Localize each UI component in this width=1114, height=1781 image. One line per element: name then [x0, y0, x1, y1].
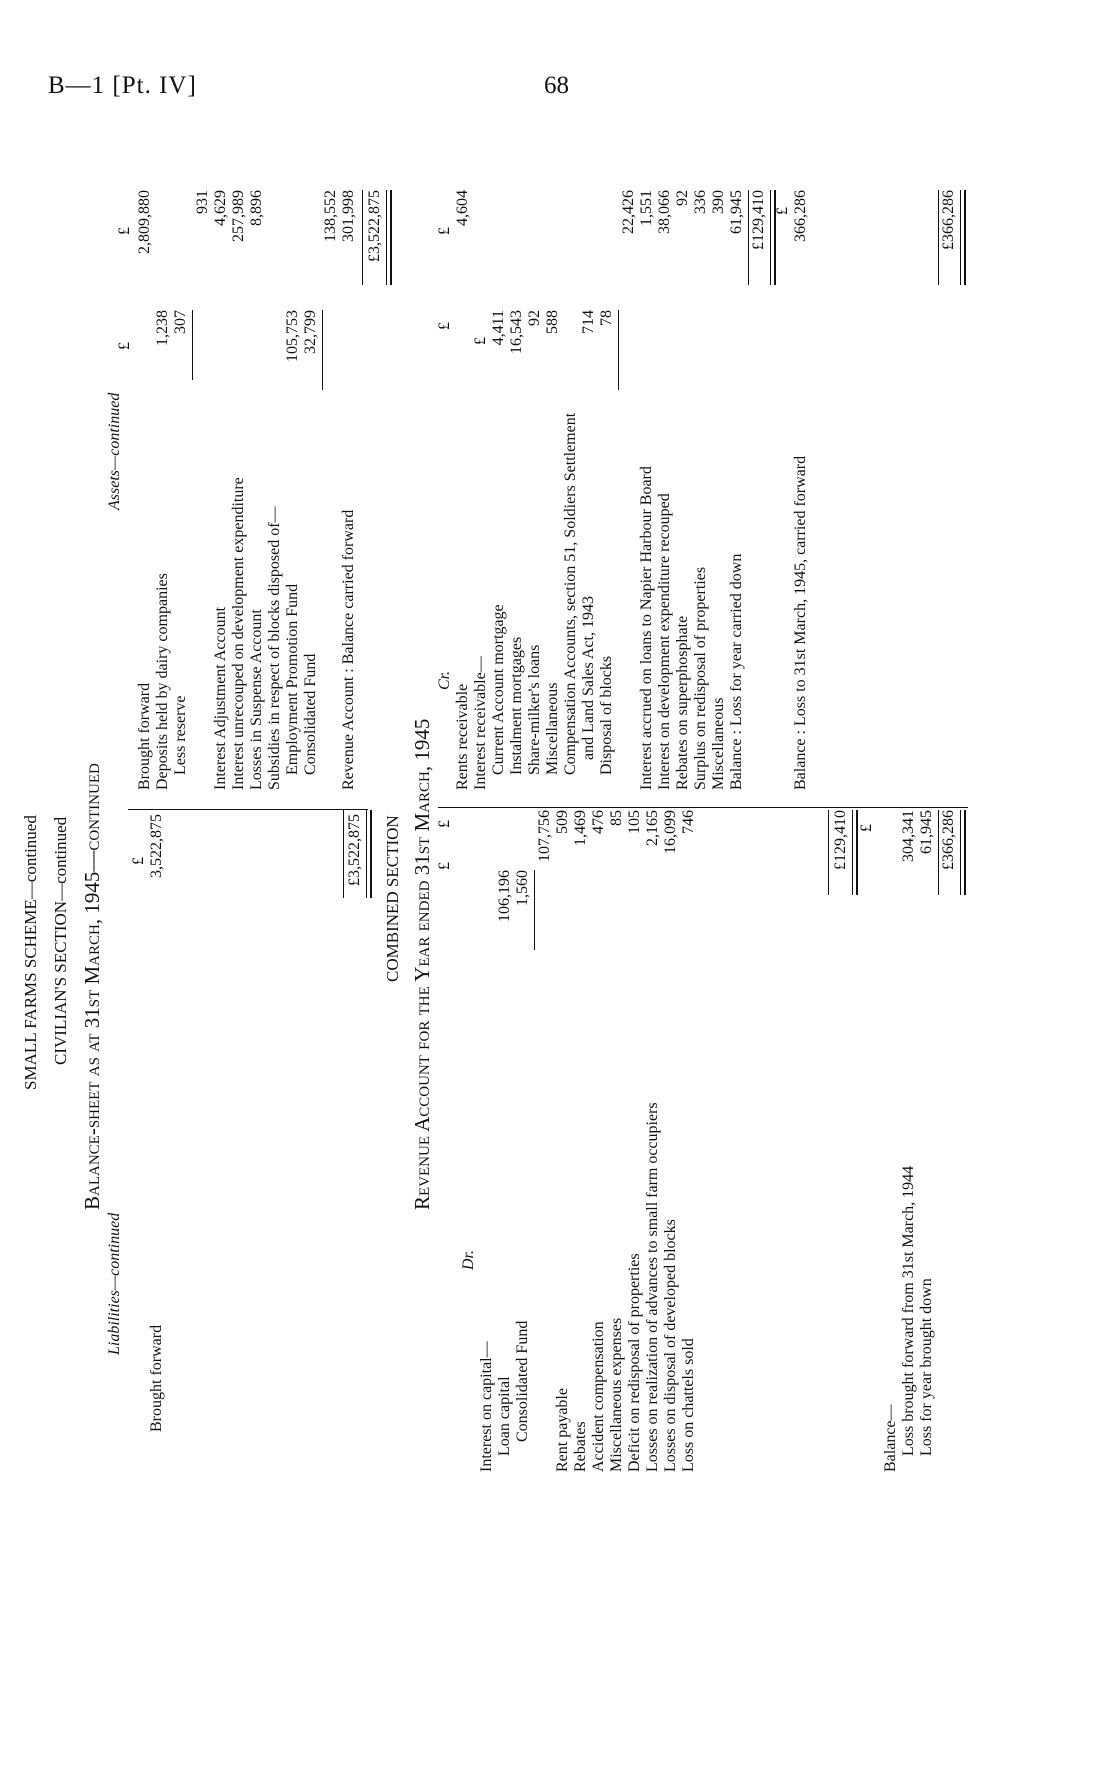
- balance-sheet-title: Balance-sheet as at 31st March, 1945—continued: [80, 763, 104, 1210]
- superphosphate-label: Rebates on superphosphate: [674, 615, 691, 790]
- interest-on-capital-label: Interest on capital—: [478, 1341, 495, 1472]
- cr-total-rule: [748, 190, 749, 285]
- liabilities-double-rule: [366, 810, 372, 898]
- surplus-redisposal-value: 336: [692, 190, 709, 214]
- assets-double-rule: [386, 190, 392, 285]
- loan-capital-value: 106,196: [496, 870, 513, 922]
- balance-label: Balance—: [882, 1404, 899, 1472]
- assets-total-rule: [362, 190, 363, 285]
- suspense-value: 8,896: [248, 190, 265, 226]
- disposal-blocks-label: Disposal of blocks: [598, 655, 615, 775]
- scheme-title: SMALL FARMS SCHEME—continued: [21, 815, 40, 1090]
- deposits-net-value: 931: [194, 190, 211, 214]
- surplus-redisposal-label: Surplus on redisposal of properties: [692, 566, 709, 790]
- compensation-value: 714: [580, 310, 597, 334]
- less-reserve-value: 307: [172, 310, 189, 334]
- dr-consolidated-value: 1,560: [514, 870, 531, 906]
- accident-compensation-value: 476: [590, 810, 607, 834]
- balance-sheet-divider: [128, 809, 368, 810]
- misc-expenses-label: Miscellaneous expenses: [608, 1317, 625, 1472]
- cr-currency-3: £: [774, 207, 791, 215]
- cr-misc-label: Miscellaneous: [544, 682, 561, 775]
- deficit-redisposal-value: 105: [626, 810, 643, 834]
- loss-year-value: 61,945: [918, 810, 935, 854]
- instalment-mortgages-label: Instalment mortgages: [508, 636, 525, 775]
- dr-rebates-label: Rebates: [572, 1421, 589, 1472]
- dr-currency-2: £: [436, 820, 453, 828]
- interest-capital-rule: [534, 870, 535, 950]
- interest-receivable-total: 22,426: [620, 190, 637, 234]
- interest-unrecouped-value: 257,989: [230, 190, 247, 242]
- balance-loss-label: Balance : Loss for year carried down: [728, 553, 745, 790]
- employment-fund-label: Employment Promotion Fund: [284, 583, 301, 775]
- rent-payable-label: Rent payable: [554, 1388, 571, 1472]
- dr-total2-rule: [938, 810, 939, 895]
- dev-recouped-value: 38,066: [656, 190, 673, 234]
- napier-harbour-label: Interest accrued on loans to Napier Harbour Board: [638, 466, 655, 790]
- subsidies-label: Subsidies in respect of blocks disposed of—: [266, 506, 283, 790]
- dr-total2-double-rule: [960, 810, 966, 895]
- loan-capital-label: Loan capital: [496, 1376, 513, 1456]
- revenue-balance-cf-label: Revenue Account : Balance carried forward: [340, 509, 357, 790]
- balance-loss-value: 61,945: [728, 190, 745, 234]
- instalment-mortgages-value: 16,543: [508, 310, 525, 354]
- cr-total2-rule: [938, 190, 939, 285]
- interest-receivable-label: Interest receivable—: [472, 656, 489, 790]
- loss-year-label: Loss for year brought down: [918, 1278, 935, 1456]
- loss-chattels-value: 746: [680, 810, 697, 834]
- less-reserve-label: Less reserve: [172, 695, 189, 775]
- liabilities-total-rule: [343, 810, 344, 898]
- assets-heading: Assets—continued: [106, 392, 123, 510]
- assets-brought-forward: Brought forward: [136, 682, 153, 790]
- deposits-rule: [192, 310, 193, 380]
- suspense-label: Losses in Suspense Account: [248, 609, 265, 790]
- assets-currency-2: £: [116, 227, 133, 235]
- compensation-label: Compensation Accounts, section 51, Soldiers Settlement: [562, 412, 579, 775]
- assets-total: £3,522,875: [366, 190, 383, 262]
- rotated-accounts-table: [8, 160, 1108, 1690]
- revenue-balance-cf-value: 301,998: [340, 190, 357, 242]
- revenue-account-title: Revenue Account for the Year ended 31st March, 1945: [410, 718, 434, 1210]
- dr-rebates-value: 1,469: [572, 810, 589, 846]
- cr-sub-currency: £: [472, 337, 489, 345]
- current-account-label: Current Account mortgage: [490, 604, 507, 775]
- disposal-blocks-value: 78: [598, 310, 615, 326]
- cr-double-rule: [770, 190, 776, 285]
- loss-bf-label: Loss brought forward from 31st March, 1944: [900, 1165, 917, 1456]
- losses-disposal-label: Losses on disposal of developed blocks: [662, 1219, 679, 1472]
- liabilities-total: £3,522,875: [346, 814, 363, 886]
- assets-brought-forward-value: 2,809,880: [136, 190, 153, 254]
- dr-double-rule: [852, 810, 858, 895]
- interest-unrecouped-label: Interest unrecouped on development expenditure: [230, 477, 247, 790]
- combined-section-title: COMBINED SECTION: [383, 815, 402, 982]
- cr-total: £129,410: [750, 190, 767, 250]
- subsidies-consolidated-label: Consolidated Fund: [302, 653, 319, 775]
- superphosphate-value: 92: [674, 190, 691, 206]
- balance-cf-label: Balance : Loss to 31st March, 1945, carried forward: [792, 455, 809, 790]
- cr-heading: Cr.: [436, 670, 453, 690]
- loss-bf-value: 304,341: [900, 810, 917, 862]
- cr-misc2-label: Miscellaneous: [710, 697, 727, 790]
- dr-total2: £366,286: [940, 810, 957, 870]
- page-header: [48, 72, 1068, 112]
- subsidies-total: 138,552: [322, 190, 339, 242]
- interest-adjustment-label: Interest Adjustment Account: [212, 606, 229, 790]
- losses-realization-label: Losses on realization of advances to small farm occupiers: [644, 1102, 661, 1472]
- page-number: 68: [544, 72, 569, 99]
- interest-adjustment-value: 4,629: [212, 190, 229, 226]
- liabilities-brought-forward: Brought forward: [148, 1324, 165, 1432]
- deficit-redisposal-label: Deficit on redisposal of properties: [626, 1253, 643, 1472]
- dr-currency-3: £: [858, 824, 875, 832]
- dr-consolidated-label: Consolidated Fund: [514, 1320, 531, 1442]
- liabilities-currency: £: [130, 857, 147, 865]
- liabilities-brought-forward-value: 3,522,875: [148, 814, 165, 878]
- cr-total2: £366,286: [940, 190, 957, 250]
- dev-recouped-label: Interest on development expenditure recouped: [656, 493, 673, 790]
- current-account-value: 4,411: [490, 310, 507, 346]
- share-milker-value: 92: [526, 310, 543, 326]
- dr-total-rule: [828, 810, 829, 895]
- interest-capital-total: 107,756: [536, 810, 553, 862]
- share-milker-label: Share-milker's loans: [526, 644, 543, 775]
- dr-heading: Dr.: [460, 1249, 477, 1270]
- napier-harbour-value: 1,551: [638, 190, 655, 226]
- losses-disposal-value: 16,099: [662, 810, 679, 854]
- dr-total: £129,410: [832, 810, 849, 870]
- interest-receivable-rule: [618, 310, 619, 390]
- assets-currency-1: £: [116, 342, 133, 350]
- dr-currency-1: £: [436, 862, 453, 870]
- losses-realization-value: 2,165: [644, 810, 661, 846]
- balance-cf-value: 366,286: [792, 190, 809, 242]
- accident-compensation-label: Accident compensation: [590, 1321, 607, 1472]
- compensation-label-2: and Land Sales Act, 1943: [580, 596, 597, 760]
- loss-chattels-label: Loss on chattels sold: [680, 1338, 697, 1472]
- revenue-divider: [438, 807, 968, 808]
- subsidies-rule: [322, 310, 323, 390]
- deposits-label: Deposits held by dairy companies: [154, 573, 171, 790]
- cr-misc2-value: 390: [710, 190, 727, 214]
- liabilities-heading: Liabilities—continued: [106, 1212, 123, 1355]
- employment-fund-value: 105,753: [284, 310, 301, 362]
- misc-expenses-value: 85: [608, 810, 625, 826]
- cr-currency-2: £: [436, 227, 453, 235]
- cr-total2-double-rule: [960, 190, 966, 285]
- cr-misc-value: 588: [544, 310, 561, 334]
- rents-receivable-value: 4,604: [454, 190, 471, 226]
- cr-currency-1: £: [436, 322, 453, 330]
- rents-receivable-label: Rents receivable: [454, 683, 471, 790]
- document-reference: B—1 [Pt. IV]: [48, 72, 197, 99]
- subsidies-consolidated-value: 32,799: [302, 310, 319, 354]
- rent-payable-value: 509: [554, 810, 571, 834]
- section-title: CIVILIAN'S SECTION—continued: [51, 816, 70, 1065]
- deposits-value: 1,238: [154, 310, 171, 346]
